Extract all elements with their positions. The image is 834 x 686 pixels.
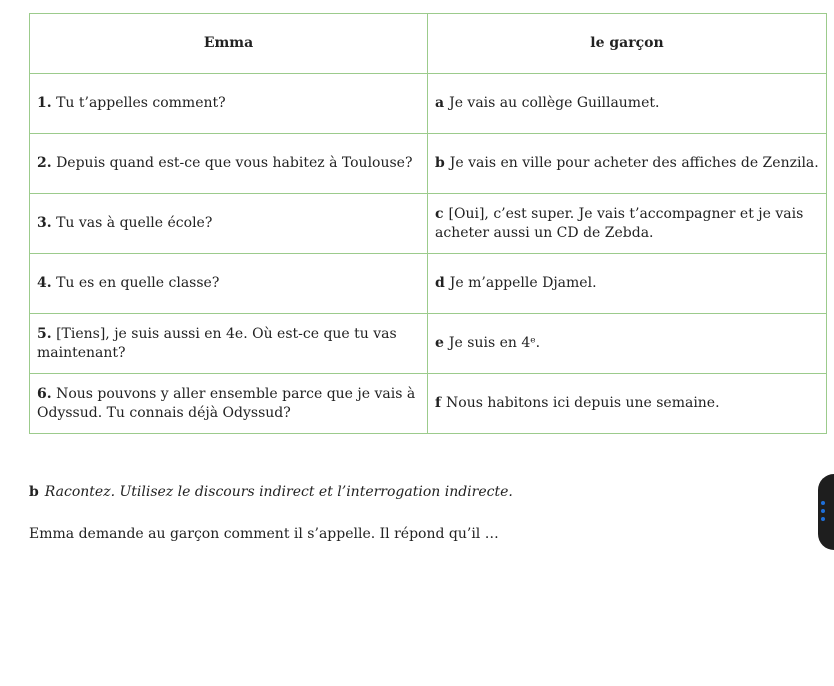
table-row bbox=[30, 314, 827, 374]
question-cell bbox=[30, 134, 428, 194]
side-drawer-handle[interactable] bbox=[818, 474, 834, 550]
handle-dot-icon bbox=[821, 501, 825, 505]
question-cell bbox=[30, 314, 428, 374]
question-number: 6. bbox=[37, 385, 52, 402]
answer-cell bbox=[428, 134, 827, 194]
question-number: 1. bbox=[37, 95, 52, 111]
table-row bbox=[30, 374, 827, 434]
question-text: Tu vas à quelle école? bbox=[56, 215, 213, 231]
handle-dot-icon bbox=[821, 509, 825, 513]
task-text: Racontez. Utilisez le discours indirect et l’interrogation indirecte. bbox=[44, 484, 513, 500]
question-number: 3. bbox=[37, 215, 52, 231]
question-cell bbox=[30, 74, 428, 134]
answer-cell bbox=[428, 314, 827, 374]
answer-text: Nous habitons ici depuis une semaine. bbox=[446, 395, 720, 411]
answer-letter: f bbox=[435, 395, 442, 411]
question-text: Tu es en quelle classe? bbox=[56, 275, 220, 291]
question-number: 4. bbox=[37, 275, 52, 291]
answer-letter: e bbox=[435, 335, 444, 351]
answer-text: Je vais au collège Guillaumet. bbox=[449, 95, 660, 111]
header-garcon: le garçon bbox=[428, 14, 827, 74]
question-cell bbox=[30, 194, 428, 254]
answer-cell bbox=[428, 254, 827, 314]
table-row bbox=[30, 254, 827, 314]
table-header-row bbox=[30, 14, 827, 74]
answer-text: Je suis en 4ᵉ. bbox=[448, 335, 541, 351]
answer-letter: d bbox=[435, 275, 445, 291]
answer-cell bbox=[428, 194, 827, 254]
question-number: 5. bbox=[37, 325, 52, 342]
question-text: Depuis quand est-ce que vous habitez à Toulouse? bbox=[56, 155, 413, 171]
question-cell bbox=[30, 374, 428, 434]
table-row bbox=[30, 194, 827, 254]
answer-cell bbox=[428, 374, 827, 434]
answer-letter: b bbox=[435, 155, 445, 171]
question-number: 2. bbox=[37, 155, 52, 171]
answer-text: Je vais en ville pour acheter des affiches de Zenzila. bbox=[449, 155, 819, 171]
answer-text: Je m’appelle Djamel. bbox=[449, 275, 597, 291]
answer-cell bbox=[428, 74, 827, 134]
table-row bbox=[30, 74, 827, 134]
answer-letter: c bbox=[435, 205, 444, 222]
question-cell bbox=[30, 254, 428, 314]
task-letter: b bbox=[29, 484, 39, 500]
question-text: Nous pouvons y aller ensemble parce que je vais à Odyssud. Tu connais déjà Odyssud? bbox=[37, 385, 416, 421]
example-sentence: Emma demande au garçon comment il s’appelle. Il répond qu’il … bbox=[29, 526, 499, 542]
task-instruction bbox=[29, 484, 513, 500]
table-row bbox=[30, 134, 827, 194]
question-text: Tu t’appelles comment? bbox=[56, 95, 226, 111]
handle-dot-icon bbox=[821, 517, 825, 521]
answer-text: [Oui], c’est super. Je vais t’accompagner et je vais acheter aussi un CD de Zebda. bbox=[435, 205, 804, 241]
header-emma: Emma bbox=[30, 14, 428, 74]
dialogue-table bbox=[29, 13, 827, 434]
question-text: [Tiens], je suis aussi en 4e. Où est-ce que tu vas maintenant? bbox=[37, 325, 397, 361]
answer-letter: a bbox=[435, 95, 445, 111]
